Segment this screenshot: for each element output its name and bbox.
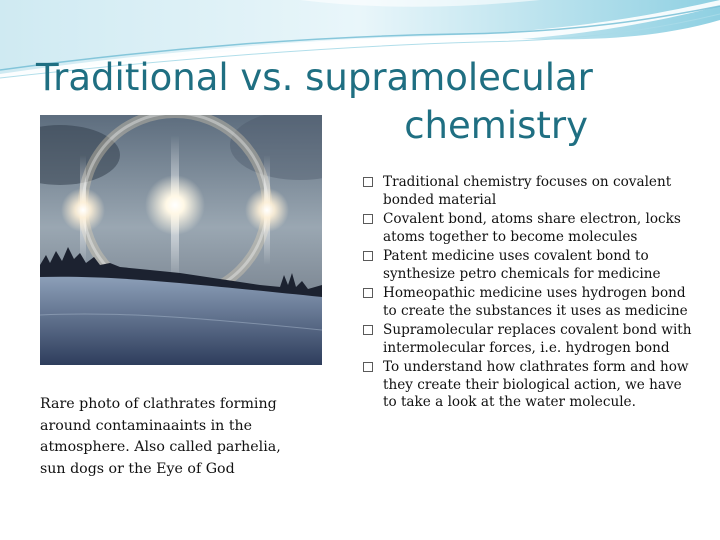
bullet-text: Homeopathic medicine uses hydrogen bond to create the substances it uses as medicine bbox=[383, 285, 688, 319]
list-item bbox=[337, 174, 697, 209]
bullet-text: To understand how clathrates form and how they create their biological action, we have to take a look at the water molecule. bbox=[383, 359, 689, 410]
list-item bbox=[337, 322, 697, 357]
bullet-text: Patent medicine uses covalent bond to synthesize petro chemicals for medicine bbox=[383, 248, 661, 282]
bullet-box-icon bbox=[363, 325, 373, 335]
bullet-box-icon bbox=[363, 214, 373, 224]
bullet-text: Supramolecular replaces covalent bond with intermolecular forces, i.e. hydrogen bond bbox=[383, 322, 692, 356]
title-line-2: chemistry bbox=[404, 104, 588, 147]
bullet-list bbox=[337, 174, 697, 414]
halo-photo bbox=[40, 115, 322, 365]
bullet-box-icon bbox=[363, 362, 373, 372]
bullet-box-icon bbox=[363, 288, 373, 298]
list-item bbox=[337, 359, 697, 412]
bullet-text: Covalent bond, atoms share electron, locks atoms together to become molecules bbox=[383, 211, 681, 245]
list-item bbox=[337, 285, 697, 320]
list-item bbox=[337, 248, 697, 283]
photo-caption: Rare photo of clathrates forming around contaminaaints in the atmosphere. Also called parhelia, sun dogs or the Eye of God bbox=[40, 396, 281, 477]
bullet-box-icon bbox=[363, 251, 373, 261]
bullet-box-icon bbox=[363, 177, 373, 187]
title-line-1: Traditional vs. supramolecular bbox=[36, 56, 593, 99]
list-item bbox=[337, 211, 697, 246]
bullet-text: Traditional chemistry focuses on covalent bonded material bbox=[383, 174, 672, 208]
